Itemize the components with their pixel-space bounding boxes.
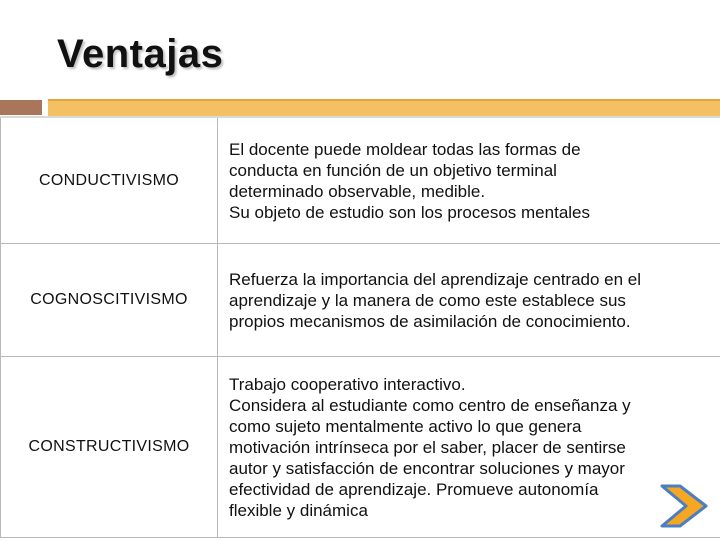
row-description bbox=[218, 118, 720, 244]
description-line: como sujeto mentalmente activo lo que genera bbox=[229, 416, 714, 437]
next-slide-button[interactable] bbox=[656, 476, 714, 536]
comparison-table bbox=[0, 118, 720, 538]
slide-title: Ventajas bbox=[57, 32, 223, 77]
description-line: El docente puede moldear todas las formas de bbox=[229, 139, 714, 160]
description-line: Considera al estudiante como centro de enseñanza y bbox=[229, 395, 714, 416]
description-line: propios mecanismos de asimilación de conocimiento. bbox=[229, 311, 714, 332]
row-description bbox=[218, 357, 720, 538]
accent-block bbox=[0, 100, 42, 115]
table-row bbox=[1, 244, 720, 357]
description-line: Trabajo cooperativo interactivo. bbox=[229, 374, 714, 395]
description-line: motivación intrínseca por el saber, placer de sentirse bbox=[229, 437, 714, 458]
description-line: efectividad de aprendizaje. Promueve autonomía bbox=[229, 479, 714, 500]
arrow-right-icon bbox=[656, 476, 714, 536]
table-row bbox=[1, 118, 720, 244]
description-line: Su objeto de estudio son los procesos mentales bbox=[229, 202, 714, 223]
accent-bar bbox=[48, 99, 720, 116]
description-line: determinado observable, medible. bbox=[229, 181, 714, 202]
description-line: autor y satisfacción de encontrar soluciones y mayor bbox=[229, 458, 714, 479]
row-description bbox=[218, 244, 720, 357]
description-line: aprendizaje y la manera de como este establece sus bbox=[229, 290, 714, 311]
table-row bbox=[1, 357, 720, 538]
description-line: Refuerza la importancia del aprendizaje centrado en el bbox=[229, 269, 714, 290]
row-label-conductivismo: CONDUCTIVISMO bbox=[1, 118, 218, 244]
row-label-constructivismo: CONSTRUCTIVISMO bbox=[1, 357, 218, 538]
row-label-cognoscitivismo: COGNOSCITIVISMO bbox=[1, 244, 218, 357]
description-line: conducta en función de un objetivo terminal bbox=[229, 160, 714, 181]
description-line: flexible y dinámica bbox=[229, 500, 714, 521]
